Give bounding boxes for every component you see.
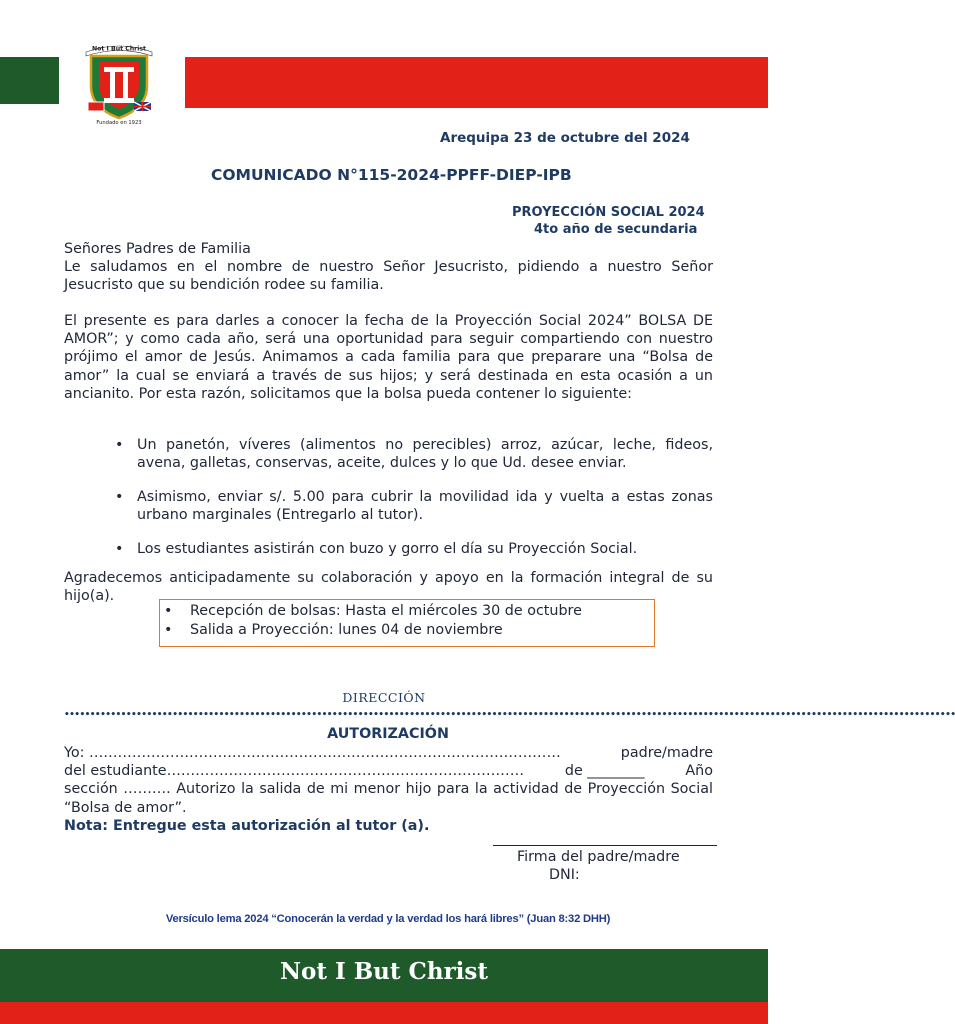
school-logo <box>80 36 158 126</box>
authorization-note <box>64 818 429 834</box>
box-item-reception: • Recepción de bolsas: Hasta el miércoles 30 de octubre <box>190 603 582 619</box>
header-red-band <box>185 57 768 108</box>
year-label: Año <box>685 763 713 780</box>
letter-date: Arequipa 23 de octubre del 2024 <box>440 130 690 146</box>
bullet-list <box>113 436 713 472</box>
footer-motto: Not I But Christ <box>279 958 488 985</box>
dni-label: DNI: <box>549 867 580 883</box>
note-text: : Entregue esta autorización al tutor (a) <box>102 818 424 834</box>
list-item: • Un panetón, víveres (alimentos no perecibles) arroz, azúcar, leche, fideos, avena, galletas, conservas, aceite, dulces y lo que Ud. desee enviar. <box>113 436 713 472</box>
parent-role-label: padre/madre <box>620 745 713 761</box>
signature-label: Firma del padre/madre <box>517 849 680 865</box>
list-item: • Los estudiantes asistirán con buzo y gorro el día su Proyección Social. <box>113 540 713 558</box>
greeting-paragraph: Le saludamos en el nombre de nuestro Señor Jesucristo, pidiendo a nuestro Señor Jesucristo que su bendición rodee su familia. <box>64 259 713 294</box>
year-motto: Versículo lema 2024 “Conocerán la verdad y la verdad los hará libres” (Juan 8:32 DHH) <box>165 913 611 925</box>
authorization-form <box>64 744 713 817</box>
box-item-departure: • Salida a Proyección: lunes 04 de noviembre <box>190 622 503 638</box>
note-label: Nota <box>64 818 103 834</box>
authorization-title: AUTORIZACIÓN <box>327 726 449 742</box>
project-title: PROYECCIÓN SOCIAL 2024 <box>512 205 705 220</box>
closing-paragraph: Agradecemos anticipadamente su colaboración y apoyo en la formación integral de su hijo(a). <box>64 570 713 605</box>
signature-line <box>493 845 717 846</box>
dotted-separator: ••••••••••••••••••••••••••••••••••••••••••••••••••••••••••••••••••••••••••••••••••••••••••••••••••••••••••••••••••••••••••••••••••••••••••••••••••••••••••••••••••••••••••••• <box>64 710 955 720</box>
authorization-statement: sección ………. Autorizo la salida de mi menor hijo para la actividad de Proyección Social “Bolsa de amor”. <box>64 781 713 816</box>
note-period: . <box>423 818 430 834</box>
announcement-paragraph: El presente es para darles a conocer la fecha de la Proyección Social 2024” BOLSA DE AMOR”; y como cada año, será una oportunidad para seguir compartiendo con nuestro prójimo el amor de Jesús. Animamos a cada familia para que preparare una “Bolsa de amor” la cual se enviará a través de sus hijos; y será destinada en esta ocasión a un ancianito. Por esta razón, solicitamos que la bolsa pueda contener lo siguiente: <box>64 313 713 402</box>
bullet-list <box>113 540 713 558</box>
communique-title: COMUNICADO N°115-2024-PPFF-DIEP-IPB <box>211 166 572 184</box>
signature-block-direccion: DIRECCIÓN <box>342 690 426 705</box>
authorization-line-2 <box>64 762 713 780</box>
parent-name-field: Yo: ……………………………………………………………………………………… <box>64 745 561 761</box>
student-name-field: del estudiante………………………………………………………………… <box>64 763 524 780</box>
dates-box <box>159 599 655 647</box>
bullet-list <box>113 488 713 524</box>
footer-red-band <box>0 1002 768 1024</box>
salutation: Señores Padres de Familia <box>64 241 251 257</box>
logo-founded-text: Fundado en 1923 <box>96 120 142 126</box>
project-grade: 4to año de secundaria <box>534 222 698 237</box>
list-item: • Asimismo, enviar s/. 5.00 para cubrir la movilidad ida y vuelta a estas zonas urbano marginales (Entregarlo al tutor). <box>113 488 713 524</box>
header-green-block <box>0 57 59 104</box>
school-crest-icon <box>80 36 158 126</box>
logo-banner-text: Not I But Christ <box>92 45 146 53</box>
authorization-line-1 <box>64 744 713 762</box>
grade-field: de ________ <box>564 763 645 780</box>
